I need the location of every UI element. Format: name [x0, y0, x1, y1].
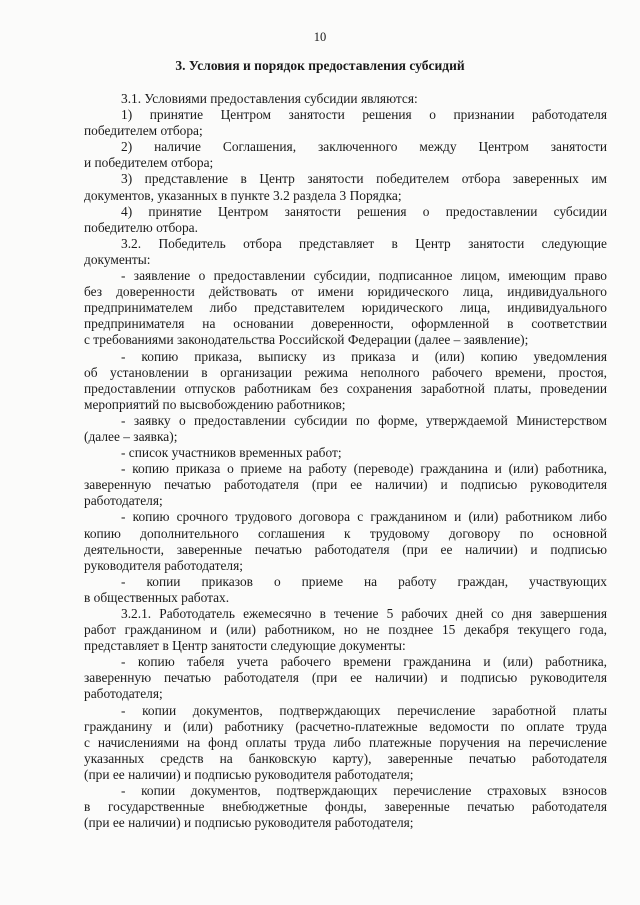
text-line: 4) принятие Центром занятости решения о предоставлении субсидии [121, 203, 607, 219]
text-line: - заявку о предоставлении субсидии по форме, утверждаемой Министерством [121, 412, 607, 428]
text-line: работодателя; [84, 686, 163, 702]
text-line: - копию приказа о приеме на работу (переводе) гражданина и (или) работника, [121, 461, 607, 477]
text-line: (при ее наличии) и подписью руководителя работодателя; [84, 766, 414, 782]
text-line: в общественных работах. [84, 589, 230, 605]
text-line: - копии документов, подтверждающих перечисление заработной платы [121, 702, 607, 718]
text-line: - копии документов, подтверждающих перечисление страховых взносов [121, 783, 607, 799]
text-line: - копию табеля учета рабочего времени гражданина и (или) работника, [121, 654, 607, 670]
text-line: работодателя; [84, 493, 163, 509]
text-line: гражданину и (или) работнику (расчетно-платежные ведомости по оплате труда [84, 718, 607, 734]
page-number: 10 [313, 30, 327, 44]
text-line: - список участников временных работ; [121, 445, 342, 461]
text-line: 3.2.1. Работодатель ежемесячно в течение 5 рабочих дней со дня завершения [121, 606, 607, 621]
text-line: руководителя работодателя; [84, 557, 243, 573]
text-line: копию дополнительного соглашения к трудовому договору по основной [84, 525, 607, 541]
text-line: без доверенности действовать от имени юридического лица, индивидуального [84, 284, 607, 300]
text-line: в государственные внебюджетные фонды, заверенные печатью работодателя [84, 799, 607, 815]
text-line: (далее – заявка); [84, 428, 178, 444]
text-line: документы: [84, 251, 151, 267]
text-line: указанных средств на банковскую карту), заверенные печатью работодателя [84, 750, 607, 766]
text-line: победителю отбора. [84, 219, 198, 235]
document-body [84, 91, 607, 831]
text-line: мероприятий по высвобождению работников; [84, 396, 346, 412]
text-line: предоставлении отпусков работникам без сохранения заработной платы, проведении [84, 380, 607, 396]
text-line: заверенную печатью работодателя (при ее наличии) и подписью руководителя [84, 477, 607, 493]
text-line: победителем отбора; [84, 123, 203, 139]
text-line: предпринимателем либо представителем юридического лица, индивидуального [84, 300, 607, 316]
text-line: - копии приказов о приеме на работу граждан, участвующих [121, 573, 607, 589]
text-line: - копию срочного трудового договора с гражданином и (или) работником либо [121, 509, 607, 525]
text-line: 2) наличие Соглашения, заключенного между Центром занятости [121, 139, 607, 155]
text-line: (при ее наличии) и подписью руководителя работодателя; [84, 815, 414, 831]
text-line: работ гражданином и (или) работником, но не позднее 15 декабря текущего года, [84, 622, 607, 638]
text-line: деятельности, заверенные печатью работодателя (при ее наличии) и подписью [84, 541, 607, 557]
text-line: с начислениями на фонд оплаты труда либо платежные поручения на перечисление [84, 734, 607, 750]
text-line: представляет в Центр занятости следующие документы: [84, 638, 406, 654]
text-line: 1) принятие Центром занятости решения о признании работодателя [121, 107, 607, 123]
text-line: документов, указанных в пункте 3.2 раздела 3 Порядка; [84, 187, 402, 203]
text-line: 3) представление в Центр занятости победителем отбора заверенных им [121, 171, 607, 187]
text-line: 3.2. Победитель отбора представляет в Центр занятости следующие [121, 235, 607, 251]
text-line: 3.1. Условиями предоставления субсидии являются: [121, 91, 418, 106]
text-line: об установлении в организации режима неполного рабочего времени, простоя, [84, 364, 607, 380]
text-line: предпринимателя на основании доверенности, оформленной в соответствии [84, 316, 607, 332]
text-line: - заявление о предоставлении субсидии, подписанное лицом, имеющим право [121, 268, 607, 284]
section-heading: 3. Условия и порядок предоставления субсидий [175, 58, 465, 73]
text-line: и победителем отбора; [84, 155, 214, 171]
text-line: заверенную печатью работодателя (при ее наличии) и подписью руководителя [84, 670, 607, 686]
text-line: с требованиями законодательства Российской Федерации (далее – заявление); [84, 332, 529, 348]
text-line: - копию приказа, выписку из приказа и (или) копию уведомления [121, 348, 607, 364]
